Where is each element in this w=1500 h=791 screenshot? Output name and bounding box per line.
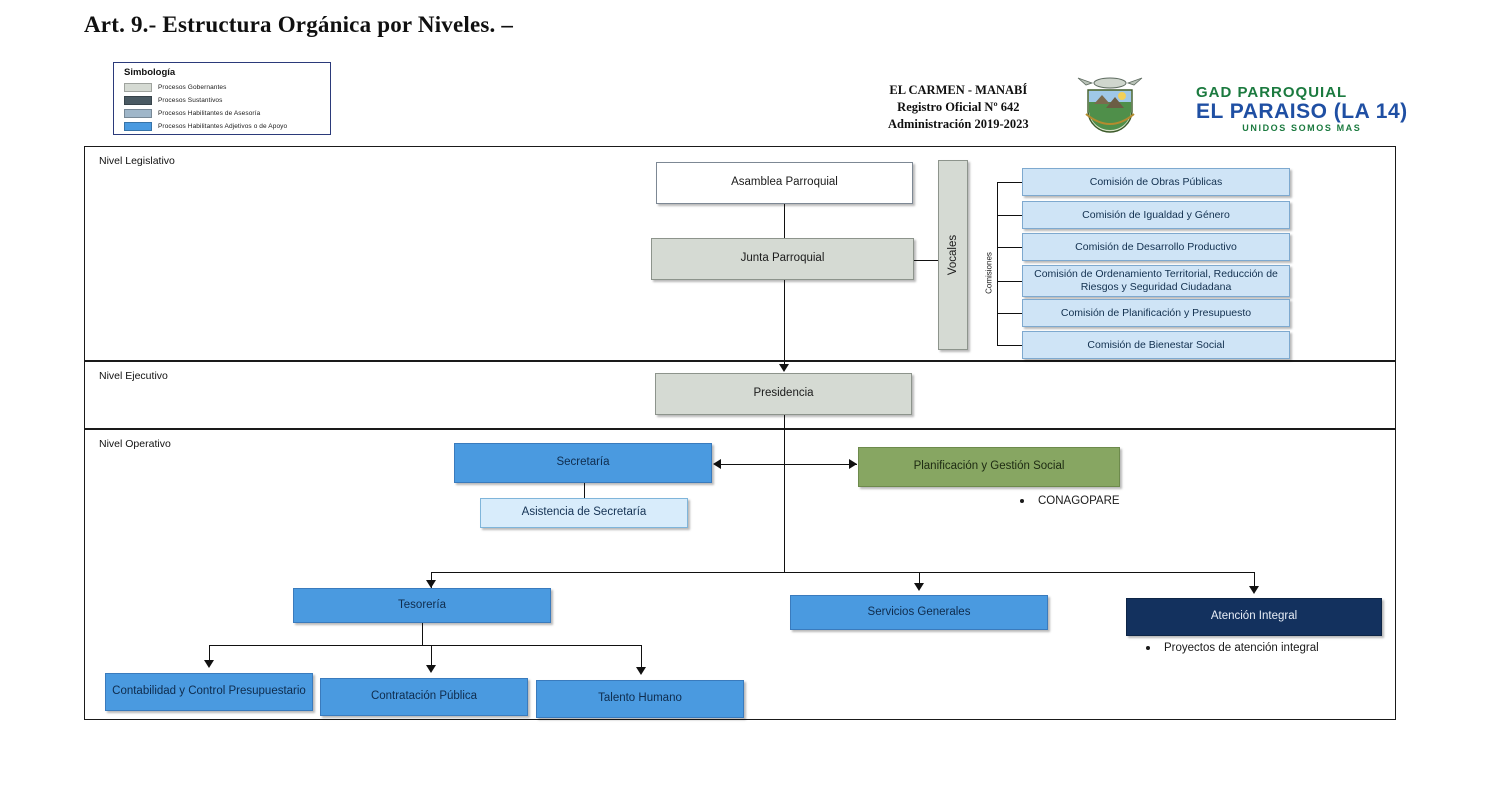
arrowhead-talento-humano	[636, 667, 646, 675]
connector-operativo-bus	[431, 572, 1254, 573]
node-secretaria[interactable]	[454, 443, 712, 483]
node-planificacion-gestion-social[interactable]	[858, 447, 1120, 487]
node-label: Talento Humano	[598, 692, 682, 705]
node-label: Asamblea Parroquial	[731, 176, 838, 189]
connector-tesoreria-drop	[422, 623, 423, 645]
legend-item	[124, 108, 324, 119]
node-label: Planificación y Gestión Social	[913, 460, 1065, 473]
page-title: Art. 9.- Estructura Orgánica por Niveles. –	[84, 12, 514, 37]
node-label: Comisión de Ordenamiento Territorial, Reducción de Riesgos y Seguridad Ciudadana	[1034, 268, 1278, 293]
node-label: Comisión de Bienestar Social	[1087, 338, 1225, 351]
connector-comision-5	[997, 313, 1022, 314]
arrowhead-servicios-generales	[914, 583, 924, 591]
legend-title: Simbología	[124, 67, 176, 78]
note-proyectos-atencion-integral	[1146, 642, 1319, 654]
registry-line-official: Registro Oficial Nº 642	[897, 99, 1020, 114]
node-comision-obras-publicas[interactable]	[1022, 168, 1290, 196]
bullet-icon	[1146, 646, 1150, 650]
brand-line-gad: GAD PARROQUIAL	[1196, 84, 1348, 101]
node-label: Servicios Generales	[867, 605, 971, 618]
arrowhead-contratacion	[426, 665, 436, 673]
connector-presidencia-spine	[784, 415, 785, 572]
connector-junta-vocales	[914, 260, 938, 261]
registry-line-administration: Administración 2019-2023	[888, 116, 1029, 131]
node-label: Comisión de Obras Públicas	[1089, 175, 1223, 188]
legend-label: Procesos Habilitantes Adjetivos o de Apoyo	[158, 123, 288, 130]
connector-comision-2	[997, 215, 1022, 216]
arrowhead-planificacion	[849, 459, 857, 469]
node-label: Comisión de Planificación y Presupuesto	[1060, 306, 1252, 319]
arrowhead-atencion-integral	[1249, 586, 1259, 594]
arrowhead-presidencia	[779, 364, 789, 372]
node-label: Atención Integral	[1210, 610, 1298, 623]
node-label: Vocales	[947, 234, 959, 276]
connector-tesoreria-bus	[209, 645, 641, 646]
node-servicios-generales[interactable]	[790, 595, 1048, 630]
connector-bus-contratacion	[431, 645, 432, 667]
node-label: Secretaría	[556, 456, 610, 469]
connector-comision-6	[997, 345, 1022, 346]
coat-of-arms-icon	[1072, 74, 1148, 136]
level-label-legislativo: Nivel Legislativo	[99, 155, 175, 167]
brand-wordmark	[1196, 84, 1408, 133]
legend-item	[124, 95, 324, 106]
connector-comision-3	[997, 247, 1022, 248]
node-vocales[interactable]	[938, 160, 968, 350]
bullet-icon	[1020, 499, 1024, 503]
node-label: Junta Parroquial	[740, 252, 825, 265]
node-comision-bienestar-social[interactable]	[1022, 331, 1290, 359]
connector-bus-talento	[641, 645, 642, 669]
arrowhead-tesoreria	[426, 580, 436, 588]
node-label: Comisión de Igualdad y Género	[1082, 208, 1230, 221]
node-atencion-integral[interactable]	[1126, 598, 1382, 636]
node-comision-planificacion-presupuesto[interactable]	[1022, 299, 1290, 327]
node-label: Presidencia	[753, 387, 814, 400]
connector-comision-4	[997, 281, 1022, 282]
registry-line-location: EL CARMEN - MANABÍ	[889, 83, 1028, 97]
legend-label: Procesos Habilitantes de Asesoría	[158, 110, 261, 117]
node-contabilidad-control-presupuestario[interactable]	[105, 673, 313, 711]
node-comision-desarrollo-productivo[interactable]	[1022, 233, 1290, 261]
note-label: Proyectos de atención integral	[1164, 642, 1319, 654]
node-asamblea-parroquial[interactable]	[656, 162, 913, 204]
node-label: Contabilidad y Control Presupuestario	[112, 685, 306, 698]
node-tesoreria[interactable]	[293, 588, 551, 623]
legend-swatch-asesoria	[124, 109, 152, 118]
legend-label: Procesos Sustantivos	[158, 97, 223, 104]
connector-asamblea-junta	[784, 204, 785, 238]
legend-box	[113, 62, 331, 135]
node-label: Tesorería	[398, 598, 446, 611]
legend-item	[124, 82, 324, 93]
comisiones-bracket-label	[982, 243, 996, 303]
legend-label: Procesos Gobernantes	[158, 84, 227, 91]
connector-comisiones-spine	[997, 182, 998, 346]
node-asistencia-secretaria[interactable]	[480, 498, 688, 528]
node-label: Contratación Pública	[370, 690, 478, 703]
brand-line-parish: EL PARAISO (LA 14)	[1196, 100, 1408, 123]
legend-swatch-gobernantes	[124, 83, 152, 92]
connector-junta-presidencia	[784, 280, 785, 364]
connector-secretaria-asistencia	[584, 483, 585, 498]
arrowhead-secretaria	[713, 459, 721, 469]
node-comision-igualdad-genero[interactable]	[1022, 201, 1290, 229]
level-label-operativo: Nivel Operativo	[99, 438, 171, 450]
registry-header	[888, 82, 1029, 133]
arrowhead-contabilidad	[204, 660, 214, 668]
node-contratacion-publica[interactable]	[320, 678, 528, 716]
note-conagopare	[1020, 495, 1120, 507]
legend-item	[124, 121, 324, 132]
node-comision-ordenamiento-territorial[interactable]	[1022, 265, 1290, 297]
node-presidencia[interactable]	[655, 373, 912, 415]
connector-comision-1	[997, 182, 1022, 183]
node-label: Comisiones	[984, 252, 994, 294]
connector-secretaria-planificacion	[715, 464, 857, 465]
node-label: Comisión de Desarrollo Productivo	[1075, 240, 1237, 253]
node-label: Asistencia de Secretaría	[521, 506, 647, 519]
legend-swatch-apoyo	[124, 122, 152, 131]
node-talento-humano[interactable]	[536, 680, 744, 718]
legend-swatch-sustantivos	[124, 96, 152, 105]
node-junta-parroquial[interactable]	[651, 238, 914, 280]
level-label-ejecutivo: Nivel Ejecutivo	[99, 370, 168, 382]
note-label: CONAGOPARE	[1038, 495, 1120, 507]
brand-line-slogan: UNIDOS SOMOS MAS	[1242, 123, 1362, 134]
